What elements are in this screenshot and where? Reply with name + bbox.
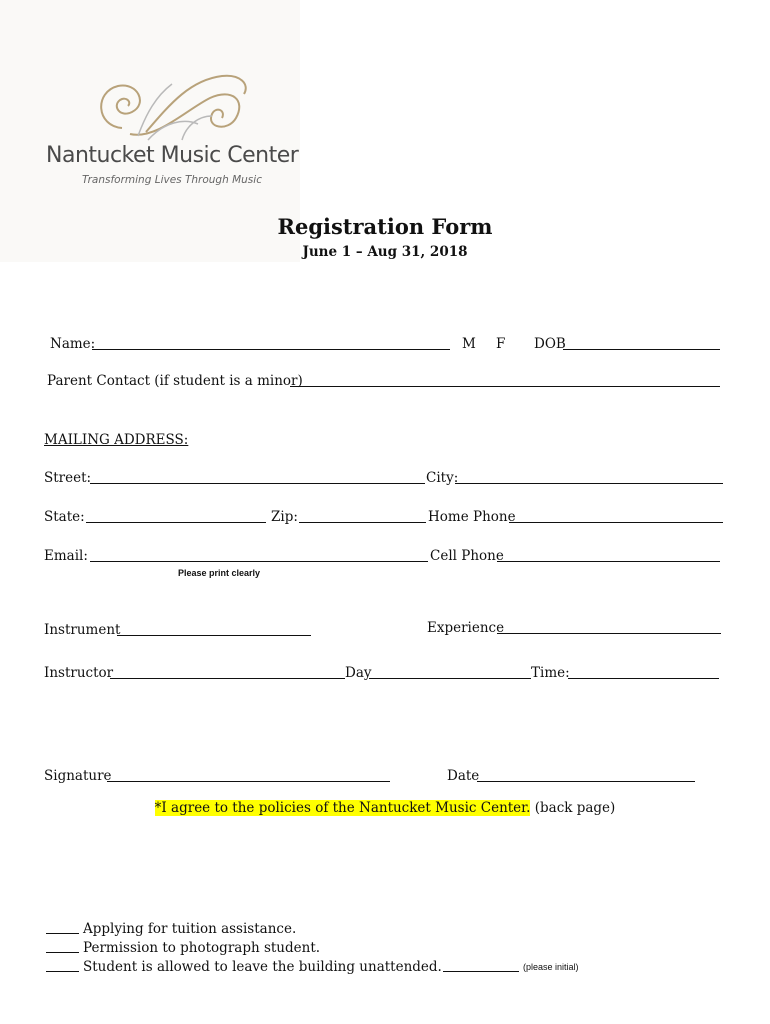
time-field[interactable]: [568, 678, 719, 679]
email-field[interactable]: [90, 561, 428, 562]
photo-initial-blank[interactable]: [46, 952, 79, 953]
agreement-line: [0, 800, 770, 816]
name-field[interactable]: [92, 349, 450, 350]
checklist-item-leave-building: Student is allowed to leave the building unattended.: [83, 959, 442, 975]
city-field[interactable]: [455, 483, 723, 484]
name-label: Name:: [50, 336, 96, 352]
female-option[interactable]: F: [496, 336, 506, 352]
time-label: Time:: [531, 665, 570, 681]
home-phone-field[interactable]: [509, 522, 723, 523]
street-label: Street:: [44, 470, 92, 486]
treble-swirl-logo-icon: [86, 70, 256, 152]
experience-field[interactable]: [497, 633, 721, 634]
leave-building-initial-blank[interactable]: [46, 971, 79, 972]
home-phone-label: Home Phone: [428, 509, 516, 525]
instructor-field[interactable]: [110, 678, 345, 679]
cell-phone-field[interactable]: [497, 561, 720, 562]
parent-contact-label: Parent Contact (if student is a minor): [47, 373, 303, 389]
zip-field[interactable]: [299, 522, 426, 523]
checklist-item-tuition: Applying for tuition assistance.: [83, 921, 297, 937]
instructor-label: Instructor: [44, 665, 114, 681]
dob-label: DOB: [534, 336, 566, 352]
instrument-field[interactable]: [117, 635, 311, 636]
initial-field[interactable]: [443, 971, 519, 972]
male-option[interactable]: M: [462, 336, 476, 352]
dob-field[interactable]: [563, 349, 720, 350]
checklist-item-photograph: Permission to photograph student.: [83, 940, 321, 956]
logo-name: Nantucket Music Center: [46, 143, 299, 168]
day-field[interactable]: [369, 678, 531, 679]
instrument-label: Instrument: [44, 622, 121, 638]
please-initial-note: (please initial): [523, 962, 579, 972]
agreement-back-page: (back page): [534, 800, 616, 816]
tuition-initial-blank[interactable]: [46, 933, 79, 934]
agreement-policy-text: *I agree to the policies of the Nantucket Music Center.: [154, 800, 531, 816]
email-label: Email:: [44, 548, 88, 564]
state-label: State:: [44, 509, 85, 525]
experience-label: Experience: [427, 620, 505, 636]
logo-tagline: Transforming Lives Through Music: [82, 174, 262, 186]
date-label: Date: [447, 768, 480, 784]
form-title: Registration Form: [277, 214, 493, 239]
print-clearly-note: Please print clearly: [178, 568, 261, 578]
cell-phone-label: Cell Phone: [430, 548, 504, 564]
state-field[interactable]: [86, 522, 266, 523]
mailing-address-heading: MAILING ADDRESS:: [44, 432, 189, 448]
zip-label: Zip:: [271, 509, 298, 525]
date-field[interactable]: [477, 781, 695, 782]
day-label: Day: [345, 665, 372, 681]
signature-label: Signature: [44, 768, 112, 784]
signature-field[interactable]: [107, 781, 390, 782]
city-label: City:: [426, 470, 459, 486]
street-field[interactable]: [90, 483, 425, 484]
form-dates: June 1 – Aug 31, 2018: [302, 244, 468, 260]
parent-contact-field[interactable]: [290, 386, 720, 387]
